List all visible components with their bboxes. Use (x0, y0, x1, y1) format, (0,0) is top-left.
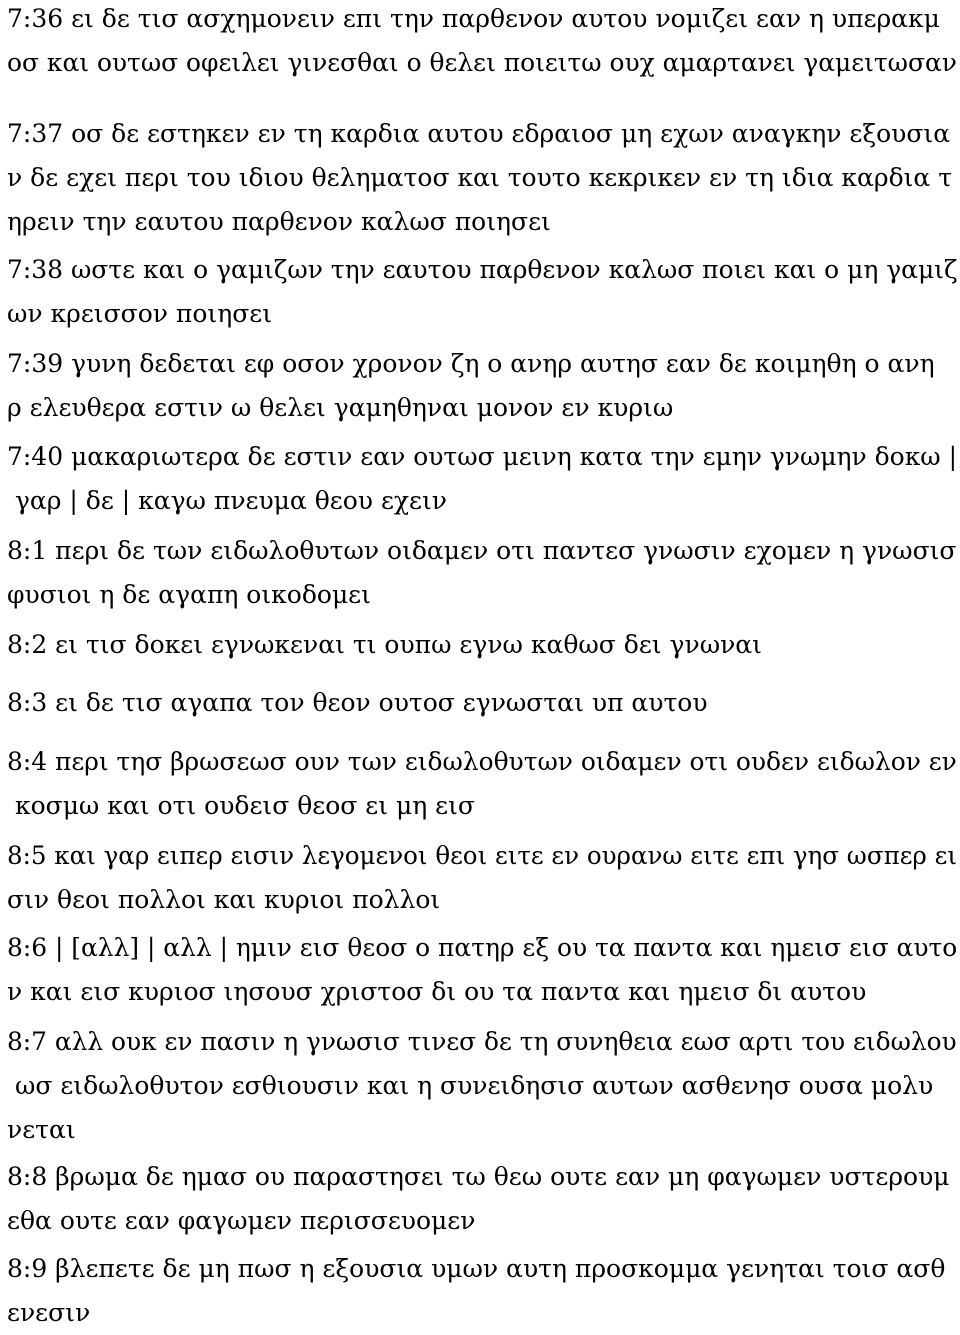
verse-line: 8:2 ει τισ δοκει εγνωκεναι τι ουπω εγνω καθωσ δει γνωναι (7, 630, 762, 659)
verse-line: φυσιοι η δε αγαπη οικοδομει (7, 580, 371, 609)
verse-line: 8:9 βλεπετε δε μη πωσ η εξουσια υμων αυτη προσκομμα γενηται τοισ ασθ (7, 1254, 946, 1283)
verse-line: ενεσιν (7, 1298, 91, 1327)
verse-8-6 (7, 926, 957, 1014)
verse-8-5 (7, 834, 957, 922)
verse-8-9 (7, 1247, 957, 1335)
verse-line: οσ και ουτωσ οφειλει γινεσθαι ο θελει ποιειτω ουχ αμαρτανει γαμειτωσαν (7, 48, 957, 77)
verse-line: ρ ελευθερα εστιν ω θελει γαμηθηναι μονον εν κυριω (7, 393, 674, 422)
verse-8-3 (7, 681, 957, 725)
verse-line: γαρ | δε | καγω πνευμα θεου εχειν (7, 486, 447, 515)
verse-line: ων κρεισσον ποιησει (7, 299, 273, 328)
verse-line: 7:39 γυνη δεδεται εφ οσον χρονον ζη ο ανηρ αυτησ εαν δε κοιμηθη ο ανη (7, 349, 935, 378)
verse-line: 8:7 αλλ ουκ εν πασιν η γνωσισ τινεσ δε τη συνηθεια εωσ αρτι του ειδωλου (7, 1027, 957, 1056)
verse-line: 8:4 περι τησ βρωσεωσ ουν των ειδωλοθυτων οιδαμεν οτι ουδεν ειδωλον εν (7, 747, 957, 776)
verse-line: ηρειν την εαυτου παρθενον καλωσ ποιησει (7, 207, 551, 236)
verse-7-39 (7, 342, 957, 430)
verse-line: ν και εισ κυριοσ ιησουσ χριστοσ δι ου τα παντα και ημεισ δι αυτου (7, 977, 867, 1006)
verse-8-8 (7, 1155, 957, 1243)
verse-line: ν δε εχει περι του ιδιου θεληματοσ και τουτο κεκρικεν εν τη ιδια καρδια τ (7, 163, 953, 192)
verse-7-37 (7, 112, 957, 244)
verse-line: 8:8 βρωμα δε ημασ ου παραστησει τω θεω ουτε εαν μη φαγωμεν υστερουμ (7, 1162, 950, 1191)
verse-line: εθα ουτε εαν φαγωμεν περισσευομεν (7, 1206, 476, 1235)
verse-line: 7:36 ει δε τισ ασχημονειν επι την παρθενον αυτου νομιζει εαν η υπερακμ (7, 4, 940, 33)
verse-8-2 (7, 623, 957, 667)
verse-line: 8:6 | [αλλ] | αλλ | ημιν εισ θεοσ ο πατηρ εξ ου τα παντα και ημεισ εισ αυτο (7, 933, 958, 962)
verse-line: 8:1 περι δε των ειδωλοθυτων οιδαμεν οτι παντεσ γνωσιν εχομεν η γνωσισ (7, 536, 957, 565)
verse-line: σιν θεοι πολλοι και κυριοι πολλοι (7, 885, 441, 914)
verse-8-1 (7, 529, 957, 617)
verse-7-36 (7, 0, 957, 85)
verse-line: 8:3 ει δε τισ αγαπα τον θεον ουτοσ εγνωσται υπ αυτου (7, 688, 708, 717)
verse-line: 7:37 οσ δε εστηκεν εν τη καρδια αυτου εδραιοσ μη εχων αναγκην εξουσια (7, 119, 951, 148)
verse-line: 8:5 και γαρ ειπερ εισιν λεγομενοι θεοι ειτε εν ουρανω ειτε επι γησ ωσπερ ει (7, 841, 957, 870)
verse-line: ωσ ειδωλοθυτον εσθιουσιν και η συνειδησισ αυτων ασθενησ ουσα μολυ (7, 1071, 934, 1100)
verse-line: 7:38 ωστε και ο γαμιζων την εαυτου παρθενον καλωσ ποιει και ο μη γαμιζ (7, 255, 958, 284)
verse-8-7 (7, 1020, 957, 1152)
verse-8-4 (7, 740, 957, 828)
verse-line: νεται (7, 1115, 76, 1144)
verse-7-40 (7, 435, 957, 523)
verse-7-38 (7, 248, 957, 336)
verse-line: κοσμω και οτι ουδεισ θεοσ ει μη εισ (7, 791, 475, 820)
verse-line: 7:40 μακαριωτερα δε εστιν εαν ουτωσ μεινη κατα την εμην γνωμην δοκω | (7, 442, 958, 471)
